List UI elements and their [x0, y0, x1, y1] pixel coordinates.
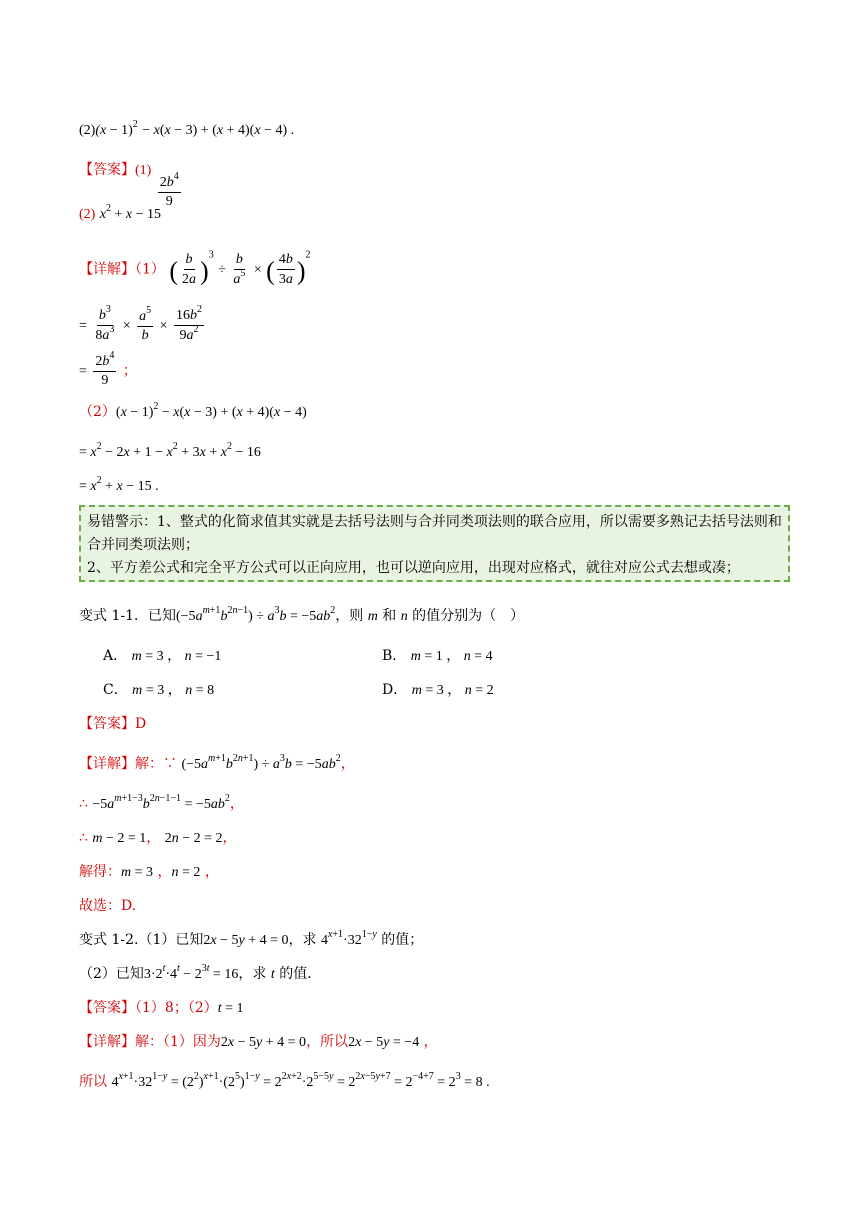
- error-warning-box: [79, 505, 790, 582]
- variant-1-1-detail-3: ∴ m − 2 = 1， 2n − 2 = 2，: [79, 830, 237, 846]
- variant-1-2-answer: 【答案】（1）8；（2）t = 1: [79, 1000, 244, 1016]
- detail-1-step2: = $\frac{2b^4}{9}$ ；: [79, 350, 137, 388]
- variant-1-2-q1: 变式 1-2.（1）已知2x − 5y + 4 = 0，求 $4^{x+1}\cdot 32^{1-y}$ 的值；: [79, 929, 424, 948]
- variant-1-1-detail-2: ∴ $-5a^{m+1-3}b^{2n-1-1} = -5ab^2$，: [79, 793, 244, 812]
- option-a: A． m = 3 ， n = −1: [103, 648, 222, 664]
- option-b: B． m = 1 ， n = 4: [382, 648, 493, 664]
- detail-1-p1: 【详解】（1） ( $\frac{b}{2a}$ )$^3$ ÷ $\frac{b}{a^5}$ × ( $\frac{4b}{3a}$ )$^2$: [79, 249, 311, 287]
- detail-1-step1: = $\frac{b^3}{8a^3}$ × $\frac{a^5}{b}$ × $\frac{16b^2}{9a^2}$: [79, 304, 202, 343]
- detail-1-p2: $(2)(x - 1)^2 - x(x - 3) + (x + 4)(x - 4)$: [79, 401, 307, 420]
- variant-1-1-detail-1: 【详解】解：∵ $(-5a^{m+1}b^{2n+1}) \div a^3b = -5ab^2$，: [79, 753, 355, 772]
- answer-1-part2: (2) $x^2 + x - 15$: [79, 203, 162, 222]
- option-d: D． m = 3 ， n = 2: [382, 682, 494, 698]
- tip-line-1: 易错警示：1、整式的化简求值其实就是去括号法则与合并同类项法则的联合应用，所以需要多熟记去括号法则和合并同类项法则；: [87, 514, 782, 553]
- tip-line-2: 2、平方差公式和完全平方公式可以正向应用，也可以逆向应用，出现对应格式，就往对应公式去想或凑；: [87, 560, 740, 576]
- variant-1-1-detail-4: 解得：m = 3 ，n = 2 ，: [79, 864, 219, 880]
- question-2: $(2)(x - 1)^2 - x(x - 3) + (x + 4)(x - 4)$ .: [79, 119, 295, 138]
- variant-1-1-detail-5: 故选：D.: [79, 898, 137, 914]
- variant-1-2-q2: （2）已知$3\cdot 2^t\cdot 4^t - 2^{3t} = 16$，求 t 的值.: [79, 963, 312, 982]
- variant-1-1-answer: 【答案】D: [79, 716, 147, 732]
- variant-1-2-detail-2: 所以 $4^{x+1}\cdot 32^{1-y} = (2^2)^{x+1}\cdot(2^5)^{1-y} = 2^{2x+2}\cdot 2^{5-5y} = 2^{2x-5y+7} = 2^{-4+7} = 2^3 = 8$ .: [79, 1071, 490, 1090]
- answer-fraction: $\frac{2b^4}{9}$: [159, 171, 179, 209]
- detail-1-step3: = $x^2 - 2x + 1 - x^2 + 3x + x^2 - 16$: [79, 441, 261, 460]
- answer-1: 【答案】(1) $\frac{2b^4}{9}$: [79, 162, 179, 209]
- variant-1-2-detail-1: 【详解】解：（1）因为2x − 5y + 4 = 0，所以2x − 5y = −4 ，: [79, 1034, 438, 1050]
- variant-1-1-question: 变式 1-1．已知$(-5a^{m+1}b^{2n-1}) \div a^3b = -5ab^2$，则 m 和 n 的值分别为（ ）: [79, 605, 525, 624]
- detail-1-step4: = $x^2 + x - 15$ .: [79, 475, 159, 494]
- option-c: C． m = 3 ， n = 8: [103, 682, 215, 698]
